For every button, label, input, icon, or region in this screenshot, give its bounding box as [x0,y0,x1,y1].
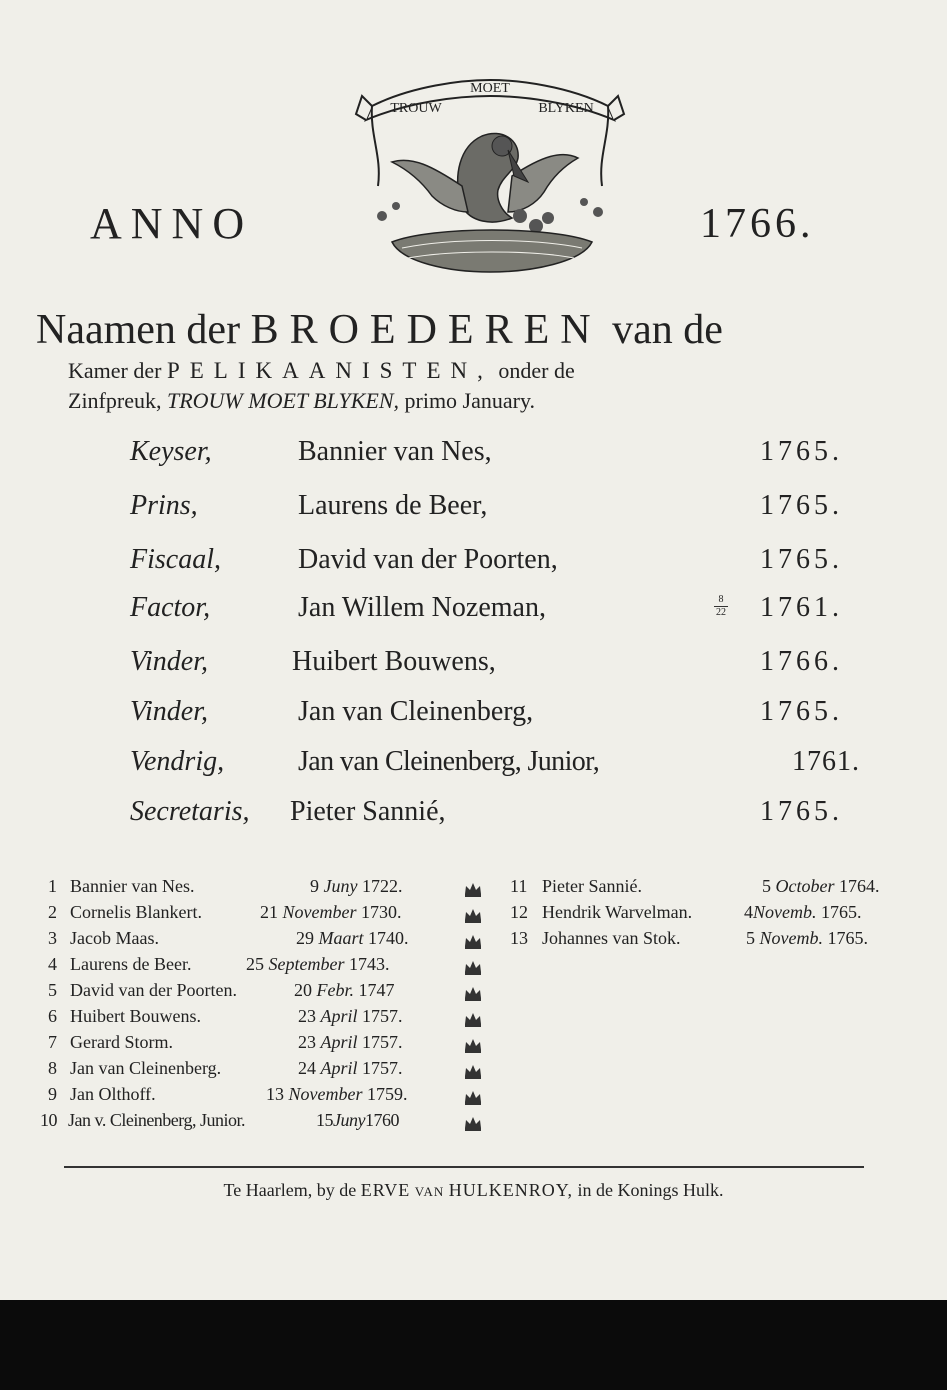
officer-row [0,490,947,540]
member-name: Pieter Sannié. [542,876,642,896]
member-month: September [268,954,345,974]
member-number: 2 [48,902,57,922]
divider-rule [64,1166,864,1168]
member-name: Jan Olthoff. [70,1084,156,1104]
member-row [40,1110,460,1134]
member-number: 6 [48,1006,57,1026]
member-date [294,980,395,1001]
member-row [510,876,930,900]
member-month: Novemb. [759,928,823,948]
member-year: 1765. [827,928,868,948]
member-year: 1757. [362,1032,403,1052]
imprint-hulkenroy: HULKENROY, [448,1180,573,1200]
member-month: Juny [333,1110,365,1130]
officer-row [0,436,947,486]
officer-name: Jan van Cleinenberg, Junior, [298,746,600,777]
pelican-in-piety-icon [352,66,628,286]
officer-name: Pieter Sannié, [290,796,446,827]
member-row [48,1032,458,1056]
crown-icon [463,880,483,898]
member-row [48,954,458,978]
anno-label: ANNO [90,199,254,248]
officer-row [0,544,947,594]
officer-role: Keyser, [130,436,212,467]
member-date [298,1058,403,1079]
member-row [48,876,458,900]
member-date [296,928,409,949]
member-number: 8 [48,1058,57,1078]
member-month: October [775,876,835,896]
member-month: Juny [323,876,358,896]
member-date [260,902,401,923]
title-part: primo January. [404,388,536,413]
member-month: Novemb. [753,902,817,922]
title-line-1 [36,306,723,354]
member-date [298,1006,403,1027]
title-line-2 [68,358,575,384]
member-number: 4 [48,954,57,974]
member-number: 10 [40,1110,57,1130]
ribbon-text-left: TROUW [390,101,442,116]
imprint-van: VAN [414,1184,445,1199]
title-part: Zinfpreuk, [68,388,162,413]
member-date [246,954,389,975]
member-year: 1757. [362,1058,403,1078]
officer-row [0,746,947,796]
imprint-part: in de Konings Hulk. [577,1180,724,1200]
member-date [746,928,868,949]
crown-icon [463,1088,483,1106]
member-date [762,876,879,897]
member-row [48,1006,458,1030]
member-row [48,980,458,1004]
officer-name: Laurens de Beer, [298,490,488,521]
officer-row [0,646,947,696]
officer-role: Factor, [130,592,211,623]
member-day: 23 [298,1032,316,1052]
motto: TROUW MOET BLYKEN, [166,388,399,413]
crown-icon [463,958,483,976]
officer-year: 1765. [760,796,843,827]
imprint-erve: ERVE [360,1180,411,1200]
printer-imprint [0,1180,947,1201]
member-month: Maart [318,928,364,948]
member-name: Hendrik Warvelman. [542,902,693,922]
member-day: 24 [298,1058,316,1078]
member-row [510,928,930,952]
member-number: 1 [48,876,57,896]
crown-icon [463,984,483,1002]
member-number: 13 [510,928,528,948]
member-name: Jan van Cleinenberg. [70,1058,222,1078]
member-day: 23 [298,1006,316,1026]
member-day: 21 [260,902,278,922]
member-name: Huibert Bouwens. [70,1006,201,1026]
member-month: November [282,902,357,922]
officer-year: 1761. [760,592,843,623]
member-month: April [320,1058,358,1078]
member-number: 5 [48,980,57,1000]
crown-icon [463,932,483,950]
member-date [744,902,861,923]
officer-year: 1766. [760,646,843,677]
member-year: 1740. [368,928,409,948]
member-day: 13 [266,1084,284,1104]
member-name: Jan v. Cleinenberg, Junior. [68,1110,245,1130]
member-day: 25 [246,954,264,974]
officer-role: Vinder, [130,646,209,677]
member-day: 5 [746,928,755,948]
officer-year: 1765. [760,490,843,521]
member-day: 9 [310,876,319,896]
crown-icon [463,1062,483,1080]
member-number: 7 [48,1032,57,1052]
title-part: Kamer der [68,358,162,383]
member-year: 1764. [838,876,880,896]
member-day: 5 [762,876,771,896]
imprint-part: Te Haarlem, by de [223,1180,357,1200]
member-name: Cornelis Blankert. [70,902,202,922]
officer-name: Bannier van Nes, [298,436,492,467]
member-row [510,902,930,926]
officer-role: Vinder, [130,696,209,727]
title-broederen: BROEDEREN [250,307,602,353]
title-pelikaanisten: PELIKAANISTEN, [166,358,493,383]
crown-icon [463,1114,483,1132]
officer-year: 1761. [792,746,860,777]
member-name: Jacob Maas. [70,928,159,948]
fraction-bottom: 22 [716,607,726,618]
officer-role: Fiscaal, [130,544,221,575]
member-month: Febr. [316,980,354,1000]
member-year: 1747 [358,980,395,1000]
member-row [48,928,458,952]
officer-year: 1765. [760,436,843,467]
title-line-3 [68,388,535,414]
member-date [316,1110,399,1131]
member-month: April [320,1032,358,1052]
officer-year: 1765. [760,696,843,727]
officer-row [0,696,947,746]
member-year: 1743. [348,954,390,974]
member-year: 1757. [362,1006,403,1026]
crown-icon [463,1036,483,1054]
member-day: 29 [296,928,314,948]
member-year: 1759. [366,1084,408,1104]
officer-role: Secretaris, [130,796,250,827]
member-row [48,902,458,926]
member-date [298,1032,403,1053]
member-month: November [288,1084,363,1104]
anno-year: 1766. [700,201,815,247]
member-row [48,1084,458,1108]
officer-name: Jan van Cleinenberg, [298,696,534,727]
fraction-mark [714,594,728,619]
member-year: 1722. [361,876,403,896]
fraction-top: 8 [718,594,724,605]
officer-name: Jan Willem Nozeman, [298,592,546,623]
ribbon-text-right: BLYKEN [538,101,594,116]
member-date [310,876,402,897]
officer-year: 1765. [760,544,843,575]
member-row [48,1058,458,1082]
officer-row [0,796,947,846]
member-number: 9 [48,1084,57,1104]
title-part: Naamen der [36,307,241,353]
member-name: David van der Poorten. [70,980,237,1000]
member-number: 11 [510,876,528,896]
member-number: 12 [510,902,528,922]
member-day: 15 [316,1110,333,1130]
member-name: Laurens de Beer. [70,954,192,974]
title-part: van de [612,307,723,353]
member-date [266,1084,407,1105]
footer-bar [0,1300,947,1390]
member-year: 1730. [360,902,402,922]
ribbon-text-top: MOET [470,81,510,96]
member-day: 4 [744,902,753,922]
member-month: April [320,1006,358,1026]
crown-icon [463,906,483,924]
member-name: Johannes van Stok. [542,928,681,948]
member-year: 1760 [364,1110,399,1130]
officer-name: Huibert Bouwens, [292,646,496,677]
officer-role: Vendrig, [130,746,225,777]
member-day: 20 [294,980,312,1000]
member-year: 1765. [820,902,862,922]
title-part: onder de [498,358,575,383]
officer-row [0,592,947,642]
officer-name: David van der Poorten, [298,544,558,575]
member-name: Bannier van Nes. [70,876,195,896]
member-name: Gerard Storm. [70,1032,173,1052]
crown-icon [463,1010,483,1028]
officer-role: Prins, [130,490,198,521]
member-number: 3 [48,928,57,948]
